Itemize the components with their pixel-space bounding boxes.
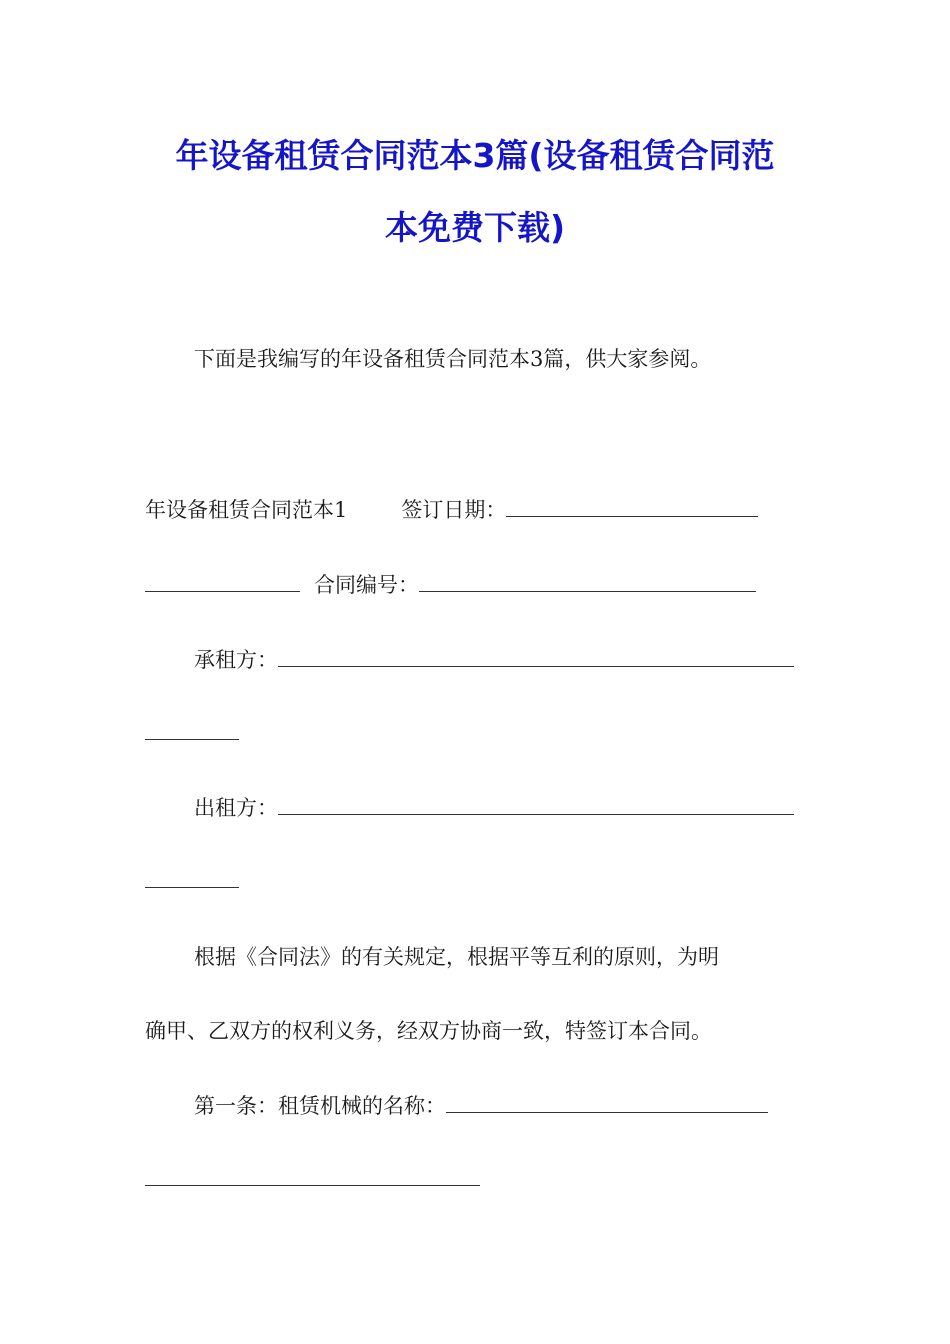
lessee-label: 承租方： xyxy=(194,648,278,672)
contract-no-field[interactable] xyxy=(419,571,756,592)
clause-paragraph-line-1: 根据《合同法》的有关规定，根据平等互利的原则，为明 xyxy=(194,945,719,969)
clause-paragraph-line-2: 确甲、乙双方的权利义务，经双方协商一致，特签订本合同。 xyxy=(145,1019,712,1043)
intro-paragraph: 下面是我编写的年设备租赁合同范本3篇，供大家参阅。 xyxy=(194,347,712,371)
sign-date-field-continued[interactable] xyxy=(145,571,300,592)
document-title-line-2: 本免费下载) xyxy=(384,208,566,247)
lessee-field[interactable] xyxy=(278,646,794,667)
lessor-field-continued-row xyxy=(145,867,239,888)
machine-name-field-continued[interactable] xyxy=(145,1165,480,1186)
lessee-row xyxy=(194,645,794,675)
sign-date-label: 签订日期： xyxy=(401,498,507,522)
lessee-field-continued-row xyxy=(145,719,239,740)
lessor-label: 出租方： xyxy=(194,796,278,820)
machine-name-field[interactable] xyxy=(446,1092,768,1113)
lessor-field-continued[interactable] xyxy=(145,867,239,888)
contract-no-label: 合同编号： xyxy=(314,573,419,597)
document-title-line-1: 年设备租赁合同范本3篇(设备租赁合同范 xyxy=(175,136,775,175)
article1-field-continued-row xyxy=(145,1165,480,1186)
section1-heading-row xyxy=(145,495,758,525)
lessor-field[interactable] xyxy=(278,794,794,815)
sign-date-field[interactable] xyxy=(506,496,758,517)
lessor-row xyxy=(194,793,794,823)
contract-no-row xyxy=(145,570,756,600)
section1-heading: 年设备租赁合同范本1 xyxy=(145,498,348,522)
article1-row xyxy=(194,1091,768,1121)
lessee-field-continued[interactable] xyxy=(145,719,239,740)
article1-label: 第一条：租赁机械的名称： xyxy=(194,1094,446,1118)
